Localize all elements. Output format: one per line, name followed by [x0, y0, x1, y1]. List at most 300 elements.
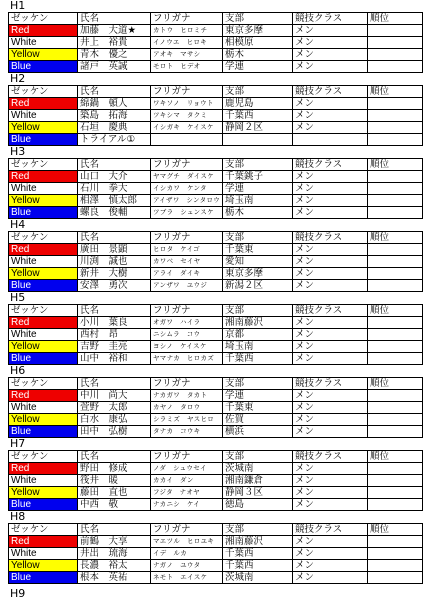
table-row	[9, 426, 423, 438]
rank-cell	[368, 37, 423, 49]
lane-color-cell: Yellow	[9, 49, 78, 61]
branch-cell: 千葉西	[223, 560, 293, 572]
branch-cell: 千葉銚子	[223, 171, 293, 183]
branch-cell: 相模原	[223, 37, 293, 49]
class-cell: メン	[293, 426, 368, 438]
swimmer-name-cell: 西村 昂	[78, 329, 151, 341]
branch-cell: 佐賀	[223, 414, 293, 426]
swimmer-name-cell: 綿鍋 頓人	[78, 98, 151, 110]
branch-cell: 茨城南	[223, 572, 293, 584]
header-zekken: ゼッケン	[9, 524, 78, 536]
furigana-cell: ナカガワ タカト	[151, 390, 223, 402]
rank-cell	[368, 49, 423, 61]
lane-color-cell: Red	[9, 98, 78, 110]
heat-title: H1	[10, 0, 26, 12]
table-row	[9, 414, 423, 426]
header-branch: 支部	[223, 159, 293, 171]
lane-color-cell: Blue	[9, 572, 78, 584]
heat-title: H5	[10, 291, 26, 304]
swimmer-name-cell: 相澤 慎太郎	[78, 195, 151, 207]
furigana-cell: ヤマグチ ダイスケ	[151, 171, 223, 183]
table-row	[9, 390, 423, 402]
heat-table	[8, 85, 423, 146]
furigana-cell: アオキ マサシ	[151, 49, 223, 61]
header-branch: 支部	[223, 86, 293, 98]
rank-cell	[368, 268, 423, 280]
heat-title: H7	[10, 437, 26, 450]
branch-cell: 千葉西	[223, 548, 293, 560]
furigana-cell: ツキシマ タクミ	[151, 110, 223, 122]
heat-table	[8, 377, 423, 438]
header-rank: 順位	[368, 13, 423, 25]
furigana-cell: アンザワ ユウジ	[151, 280, 223, 292]
lane-color-cell: Blue	[9, 207, 78, 219]
header-name: 氏名	[78, 451, 151, 463]
table-row	[9, 207, 423, 219]
branch-cell: 愛知	[223, 256, 293, 268]
header-furigana: フリガナ	[151, 378, 223, 390]
lane-color-cell: White	[9, 402, 78, 414]
table-row	[9, 98, 423, 110]
swimmer-name-cell: 萱野 太郎	[78, 402, 151, 414]
header-row	[9, 86, 423, 98]
furigana-cell: イシカワ ケンタ	[151, 183, 223, 195]
furigana-cell: イシガキ ケイスケ	[151, 122, 223, 134]
rank-cell	[368, 499, 423, 511]
swimmer-name-cell: 田中 弘樹	[78, 426, 151, 438]
table-row	[9, 487, 423, 499]
rank-cell	[368, 487, 423, 499]
branch-cell: 茨城南	[223, 463, 293, 475]
table-row	[9, 122, 423, 134]
table-row	[9, 183, 423, 195]
lane-color-cell: White	[9, 37, 78, 49]
furigana-cell: カヤノ タロウ	[151, 402, 223, 414]
rank-cell	[368, 25, 423, 37]
lane-color-cell: Yellow	[9, 268, 78, 280]
furigana-cell: アイザワ シンタロウ	[151, 195, 223, 207]
header-name: 氏名	[78, 13, 151, 25]
swimmer-name-cell: 根本 英祐	[78, 572, 151, 584]
branch-cell: 千葉西	[223, 110, 293, 122]
furigana-cell: アライ ダイキ	[151, 268, 223, 280]
furigana-cell: ノダ シュウセイ	[151, 463, 223, 475]
swimmer-name-cell: 藤田 直也	[78, 487, 151, 499]
branch-cell: 湘南藤沢	[223, 317, 293, 329]
table-row	[9, 341, 423, 353]
lane-color-cell: Red	[9, 536, 78, 548]
swimmer-name-cell: 野田 修成	[78, 463, 151, 475]
branch-cell: 埼玉南	[223, 341, 293, 353]
branch-cell: 静岡２区	[223, 122, 293, 134]
furigana-cell: ツブラ シュンスケ	[151, 207, 223, 219]
lane-color-cell: Blue	[9, 134, 78, 146]
furigana-cell: ヤマナカ ヒロカズ	[151, 353, 223, 365]
rank-cell	[368, 256, 423, 268]
furigana-cell: シラミズ ヤスヒロ	[151, 414, 223, 426]
header-row	[9, 305, 423, 317]
furigana-cell: イデ ルカ	[151, 548, 223, 560]
header-name: 氏名	[78, 159, 151, 171]
rank-cell	[368, 61, 423, 73]
header-zekken: ゼッケン	[9, 86, 78, 98]
rank-cell	[368, 414, 423, 426]
class-cell: メン	[293, 341, 368, 353]
header-row	[9, 524, 423, 536]
header-class: 競技クラス	[293, 378, 368, 390]
rank-cell	[368, 110, 423, 122]
header-branch: 支部	[223, 524, 293, 536]
branch-cell: 東京多摩	[223, 25, 293, 37]
header-zekken: ゼッケン	[9, 159, 78, 171]
swimmer-name-cell: 廣田 景顕	[78, 244, 151, 256]
swimmer-name-cell: 諸戸 英誠	[78, 61, 151, 73]
header-zekken: ゼッケン	[9, 232, 78, 244]
rank-cell	[368, 426, 423, 438]
table-row	[9, 475, 423, 487]
furigana-cell: ナカニシ ケイ	[151, 499, 223, 511]
furigana-cell: カカイ ダン	[151, 475, 223, 487]
heat-title: H8	[10, 510, 26, 523]
branch-cell: 静岡３区	[223, 487, 293, 499]
lane-color-cell: Yellow	[9, 414, 78, 426]
rank-cell	[368, 98, 423, 110]
header-name: 氏名	[78, 378, 151, 390]
swimmer-name-cell: 青木 優之	[78, 49, 151, 61]
lane-color-cell: White	[9, 183, 78, 195]
furigana-cell: カワベ セイヤ	[151, 256, 223, 268]
furigana-cell: ヒロタ ケイゴ	[151, 244, 223, 256]
table-row	[9, 134, 423, 146]
class-cell: メン	[293, 98, 368, 110]
branch-cell: 湘南鎌倉	[223, 475, 293, 487]
header-name: 氏名	[78, 86, 151, 98]
heat-title: H4	[10, 218, 26, 231]
furigana-cell: オガワ ハイラ	[151, 317, 223, 329]
swimmer-name-cell: 石川 拳大	[78, 183, 151, 195]
table-row	[9, 49, 423, 61]
lane-color-cell: Blue	[9, 499, 78, 511]
furigana-cell: フジタ ナオヤ	[151, 487, 223, 499]
furigana-cell: ニシムラ コウ	[151, 329, 223, 341]
header-rank: 順位	[368, 86, 423, 98]
branch-cell: 鹿児島	[223, 98, 293, 110]
header-class: 競技クラス	[293, 159, 368, 171]
branch-cell: 栃木	[223, 49, 293, 61]
header-zekken: ゼッケン	[9, 13, 78, 25]
swimmer-name-cell: 前鶴 大享	[78, 536, 151, 548]
furigana-cell: イノウエ ヒロキ	[151, 37, 223, 49]
header-furigana: フリガナ	[151, 232, 223, 244]
swimmer-name-cell: 加藤 大道★	[78, 25, 151, 37]
header-zekken: ゼッケン	[9, 305, 78, 317]
header-rank: 順位	[368, 524, 423, 536]
class-cell: メン	[293, 487, 368, 499]
header-branch: 支部	[223, 378, 293, 390]
header-name: 氏名	[78, 305, 151, 317]
header-rank: 順位	[368, 159, 423, 171]
rank-cell	[368, 572, 423, 584]
rank-cell	[368, 353, 423, 365]
class-cell: メン	[293, 49, 368, 61]
header-class: 競技クラス	[293, 451, 368, 463]
swimmer-name-cell: 中西 敬	[78, 499, 151, 511]
heat-table	[8, 231, 423, 292]
class-cell: メン	[293, 560, 368, 572]
heat-block	[0, 146, 432, 219]
lane-color-cell: Yellow	[9, 560, 78, 572]
rank-cell	[368, 390, 423, 402]
header-rank: 順位	[368, 451, 423, 463]
swimmer-name-cell: 螺良 俊輔	[78, 207, 151, 219]
lane-color-cell: Red	[9, 390, 78, 402]
class-cell: メン	[293, 207, 368, 219]
furigana-cell: ヨシノ ケイスケ	[151, 341, 223, 353]
rank-cell	[368, 329, 423, 341]
header-branch: 支部	[223, 451, 293, 463]
class-cell: メン	[293, 268, 368, 280]
heat-table	[8, 450, 423, 511]
swimmer-name-cell: 新井 大樹	[78, 268, 151, 280]
swimmer-name-cell: トライアル①	[78, 134, 151, 146]
class-cell: メン	[293, 353, 368, 365]
class-cell: メン	[293, 280, 368, 292]
class-cell: メン	[293, 329, 368, 341]
rank-cell	[368, 280, 423, 292]
lane-color-cell: Red	[9, 463, 78, 475]
header-rank: 順位	[368, 305, 423, 317]
rank-cell	[368, 171, 423, 183]
class-cell: メン	[293, 244, 368, 256]
rank-cell	[368, 560, 423, 572]
class-cell: メン	[293, 61, 368, 73]
branch-cell: 横浜	[223, 426, 293, 438]
table-row	[9, 329, 423, 341]
branch-cell: 湘南藤沢	[223, 536, 293, 548]
header-name: 氏名	[78, 524, 151, 536]
class-cell	[293, 134, 368, 146]
furigana-cell: ナガノ ユウタ	[151, 560, 223, 572]
heat-block	[0, 73, 432, 146]
lane-color-cell: Blue	[9, 426, 78, 438]
lane-color-cell: White	[9, 256, 78, 268]
rank-cell	[368, 134, 423, 146]
header-branch: 支部	[223, 305, 293, 317]
table-row	[9, 317, 423, 329]
rank-cell	[368, 122, 423, 134]
rank-cell	[368, 341, 423, 353]
branch-cell: 埼玉南	[223, 195, 293, 207]
class-cell: メン	[293, 463, 368, 475]
branch-cell	[223, 134, 293, 146]
swimmer-name-cell: 中川 尚大	[78, 390, 151, 402]
class-cell: メン	[293, 548, 368, 560]
lane-color-cell: Red	[9, 171, 78, 183]
class-cell: メン	[293, 499, 368, 511]
heat-block	[0, 438, 432, 511]
header-row	[9, 378, 423, 390]
furigana-cell: ネモト エイスケ	[151, 572, 223, 584]
table-row	[9, 353, 423, 365]
furigana-cell: モロト ヒデオ	[151, 61, 223, 73]
header-branch: 支部	[223, 232, 293, 244]
rank-cell	[368, 548, 423, 560]
class-cell: メン	[293, 37, 368, 49]
table-row	[9, 256, 423, 268]
furigana-cell	[151, 134, 223, 146]
class-cell: メン	[293, 536, 368, 548]
class-cell: メン	[293, 25, 368, 37]
lane-color-cell: Red	[9, 317, 78, 329]
heat-block	[0, 292, 432, 365]
table-row	[9, 244, 423, 256]
lane-color-cell: Yellow	[9, 122, 78, 134]
class-cell: メン	[293, 475, 368, 487]
heat-title: H2	[10, 72, 26, 85]
branch-cell: 千葉西	[223, 353, 293, 365]
heat-title: H6	[10, 364, 26, 377]
swimmer-name-cell: 井出 琉海	[78, 548, 151, 560]
header-furigana: フリガナ	[151, 305, 223, 317]
branch-cell: 東京多摩	[223, 268, 293, 280]
header-furigana: フリガナ	[151, 159, 223, 171]
heat-title-next: H9	[10, 587, 26, 600]
swimmer-name-cell: 筏井 暖	[78, 475, 151, 487]
table-row	[9, 463, 423, 475]
class-cell: メン	[293, 414, 368, 426]
lane-color-cell: Red	[9, 25, 78, 37]
furigana-cell: ワキソノ リョウト	[151, 98, 223, 110]
heat-table	[8, 12, 423, 73]
heat-table	[8, 304, 423, 365]
furigana-cell: タナカ コウキ	[151, 426, 223, 438]
rank-cell	[368, 207, 423, 219]
branch-cell: 栃木	[223, 207, 293, 219]
lane-color-cell: Red	[9, 244, 78, 256]
lane-color-cell: White	[9, 110, 78, 122]
lane-color-cell: White	[9, 548, 78, 560]
lane-color-cell: Blue	[9, 353, 78, 365]
swimmer-name-cell: 井上 裕貴	[78, 37, 151, 49]
table-row	[9, 110, 423, 122]
rank-cell	[368, 195, 423, 207]
heat-block	[0, 219, 432, 292]
table-row	[9, 280, 423, 292]
swimmer-name-cell: 石垣 慶典	[78, 122, 151, 134]
swimmer-name-cell: 白水 康弘	[78, 414, 151, 426]
header-class: 競技クラス	[293, 305, 368, 317]
class-cell: メン	[293, 171, 368, 183]
table-row	[9, 25, 423, 37]
rank-cell	[368, 183, 423, 195]
header-zekken: ゼッケン	[9, 451, 78, 463]
heat-table	[8, 158, 423, 219]
swimmer-name-cell: 小川 葉良	[78, 317, 151, 329]
swimmer-name-cell: 安澤 勇次	[78, 280, 151, 292]
class-cell: メン	[293, 110, 368, 122]
class-cell: メン	[293, 390, 368, 402]
table-row	[9, 268, 423, 280]
header-class: 競技クラス	[293, 232, 368, 244]
branch-cell: 学連	[223, 390, 293, 402]
heat-block	[0, 0, 432, 73]
table-row	[9, 572, 423, 584]
header-name: 氏名	[78, 232, 151, 244]
class-cell: メン	[293, 195, 368, 207]
table-row	[9, 536, 423, 548]
swimmer-name-cell: 山中 裕和	[78, 353, 151, 365]
heat-block	[0, 365, 432, 438]
furigana-cell: マエツル ヒロユキ	[151, 536, 223, 548]
class-cell: メン	[293, 402, 368, 414]
table-row	[9, 402, 423, 414]
header-furigana: フリガナ	[151, 524, 223, 536]
table-row	[9, 171, 423, 183]
branch-cell: 学連	[223, 183, 293, 195]
swimmer-name-cell: 吉野 圭亮	[78, 341, 151, 353]
rank-cell	[368, 317, 423, 329]
header-row	[9, 159, 423, 171]
swimmer-name-cell: 川渕 誠也	[78, 256, 151, 268]
lane-color-cell: Yellow	[9, 195, 78, 207]
header-row	[9, 232, 423, 244]
swimmer-name-cell: 築島 拓海	[78, 110, 151, 122]
header-row	[9, 13, 423, 25]
class-cell: メン	[293, 317, 368, 329]
header-furigana: フリガナ	[151, 86, 223, 98]
class-cell: メン	[293, 572, 368, 584]
header-furigana: フリガナ	[151, 451, 223, 463]
table-row	[9, 499, 423, 511]
lane-color-cell: Yellow	[9, 341, 78, 353]
swimmer-name-cell: 山口 大介	[78, 171, 151, 183]
lane-color-cell: Blue	[9, 280, 78, 292]
table-row	[9, 548, 423, 560]
swimmer-name-cell: 長濃 裕太	[78, 560, 151, 572]
rank-cell	[368, 475, 423, 487]
rank-cell	[368, 463, 423, 475]
heat-table	[8, 523, 423, 584]
lane-color-cell: White	[9, 475, 78, 487]
header-rank: 順位	[368, 378, 423, 390]
header-rank: 順位	[368, 232, 423, 244]
class-cell: メン	[293, 256, 368, 268]
rank-cell	[368, 244, 423, 256]
class-cell: メン	[293, 183, 368, 195]
header-branch: 支部	[223, 13, 293, 25]
rank-cell	[368, 536, 423, 548]
header-class: 競技クラス	[293, 13, 368, 25]
branch-cell: 徳島	[223, 499, 293, 511]
branch-cell: 京都	[223, 329, 293, 341]
branch-cell: 千葉東	[223, 402, 293, 414]
header-furigana: フリガナ	[151, 13, 223, 25]
table-row	[9, 37, 423, 49]
heat-block	[0, 511, 432, 584]
class-cell: メン	[293, 122, 368, 134]
header-row	[9, 451, 423, 463]
header-zekken: ゼッケン	[9, 378, 78, 390]
table-row	[9, 61, 423, 73]
branch-cell: 学連	[223, 61, 293, 73]
branch-cell: 千葉東	[223, 244, 293, 256]
lane-color-cell: Blue	[9, 61, 78, 73]
lane-color-cell: White	[9, 329, 78, 341]
table-row	[9, 560, 423, 572]
branch-cell: 新潟２区	[223, 280, 293, 292]
rank-cell	[368, 402, 423, 414]
header-class: 競技クラス	[293, 524, 368, 536]
